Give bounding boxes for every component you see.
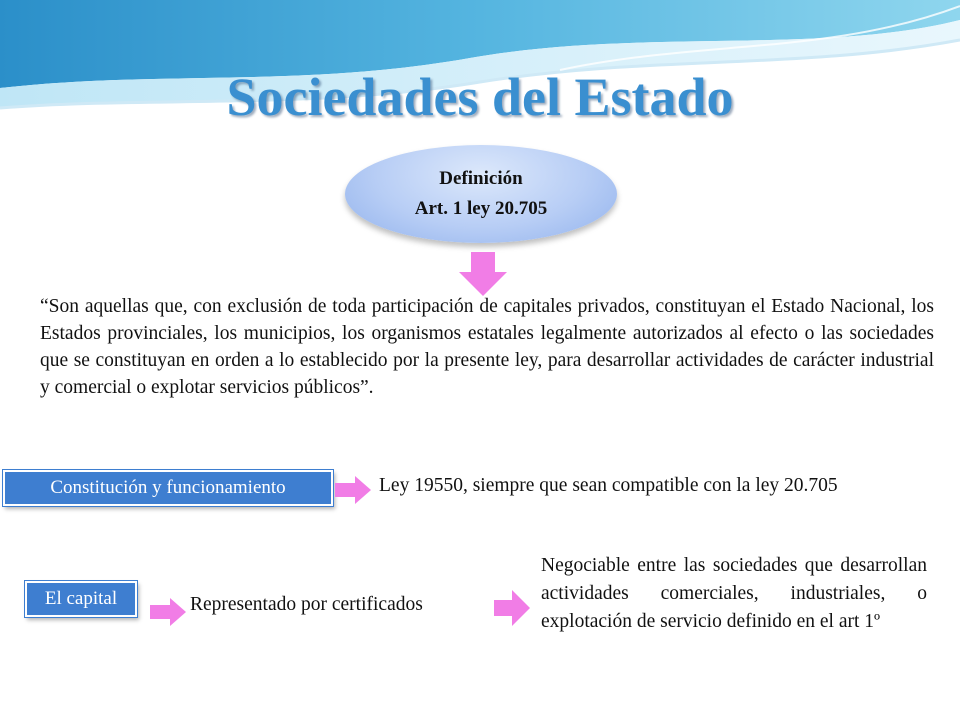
capital-label: El capital [44,588,118,609]
right-arrow-icon [150,598,186,626]
capital-representado-text: Representado por certificados [190,594,423,615]
constitucion-box [3,470,333,506]
right-arrow-icon [335,476,371,504]
constitucion-label: Constitución y funcionamiento [50,477,286,498]
definicion-title: Definición [439,168,523,189]
right-arrow-icon [494,590,530,626]
definition-quote: “Son aquellas que, con exclusión de toda participación de capitales privados, constituyan el Estado Nacional, los Estados provinciales, los municipios, los organismos estatales legalmente autorizados al efecto o las sociedades que se constituyan en orden a lo establecido por la presente ley, para desarrollar actividades de carácter industrial y comercial o explotar servicios públicos”. [40,296,934,398]
definicion-article: Art. 1 ley 20.705 [414,198,548,219]
down-arrow-icon [459,252,507,296]
page-title: Sociedades del Estado [226,67,734,127]
capital-negociable-text: Negociable entre las sociedades que desarrollan actividades comerciales, industriales, o explotación de servicio definido en el art 1º [541,555,927,632]
constitucion-text: Ley 19550, siempre que sean compatible con la ley 20.705 [379,475,838,496]
definicion-ellipse [345,145,617,243]
capital-box [25,581,137,617]
